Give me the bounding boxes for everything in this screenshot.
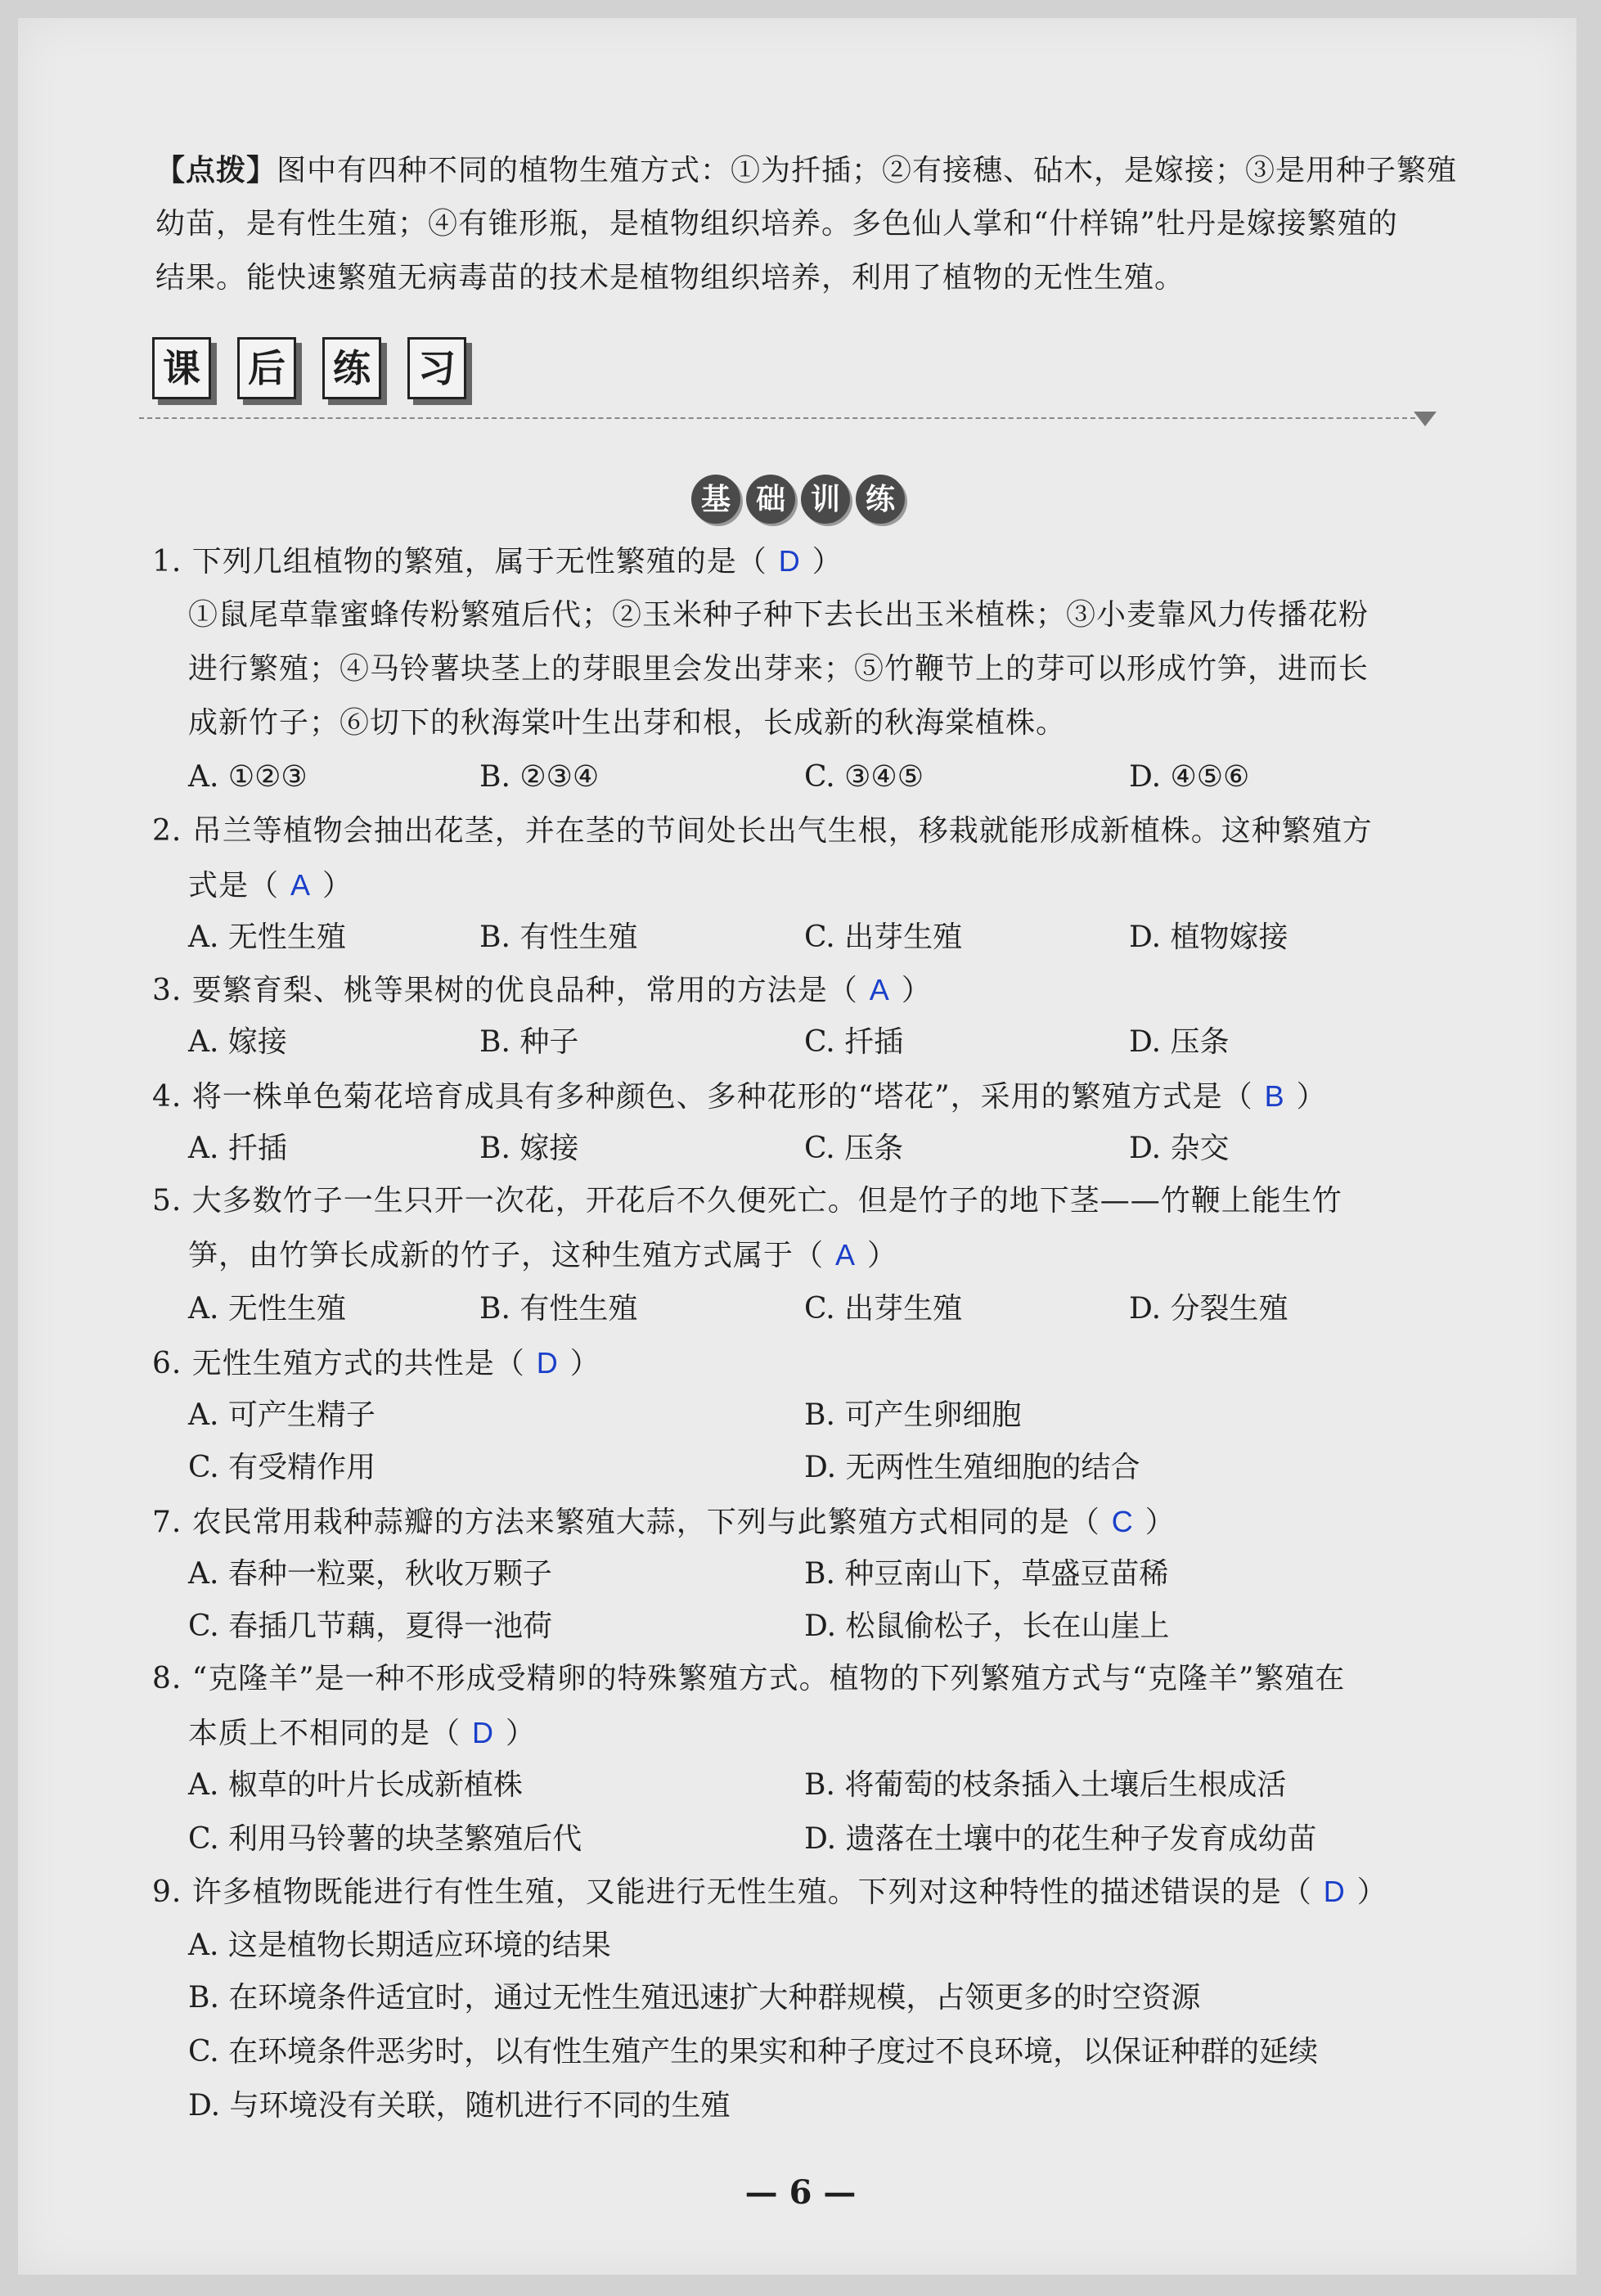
question-1-answer: D [778,544,801,578]
question-1-option-c: C. ③④⑤ [804,760,924,794]
question-9-answer: D [1323,1875,1346,1908]
question-4-answer: B [1264,1079,1285,1113]
question-1-stem: 1. 下列几组植物的繁殖，属于无性繁殖的是（ D ） [152,544,843,579]
question-1-option-d: D. ④⑤⑥ [1129,760,1250,794]
section-title-char-4: 习 [407,337,466,399]
question-5-option-b: B. 有性生殖 [479,1292,638,1326]
question-9-stem: 9. 许多植物既能进行有性生殖，又能进行无性生殖。下列对这种特性的描述错误的是（ D ） [152,1875,1387,1909]
question-6-option-a: A. 可产生精子 [188,1398,376,1432]
question-8-stem-2: 本质上不相同的是（ D ） [188,1716,537,1750]
question-3-option-d: D. 压条 [1129,1025,1230,1059]
question-8-option-b: B. 将葡萄的枝条插入土壤后生根成活 [804,1768,1287,1802]
question-1-text-2: 进行繁殖；④马铃薯块茎上的芽眼里会发出芽来；⑤竹鞭节上的芽可以形成竹笋，进而长 [188,652,1369,686]
question-6-option-b: B. 可产生卵细胞 [804,1398,1022,1432]
question-2-option-a: A. 无性生殖 [188,921,346,954]
question-2-option-b: B. 有性生殖 [479,921,638,954]
question-9-option-c: C. 在环境条件恶劣时，以有性生殖产生的果实和种子度过不良环境，以保证种群的延续 [188,2035,1319,2069]
divider-arrow-icon [1414,412,1437,426]
subsection-title-char-2: 础 [746,475,795,524]
question-3-answer: A [869,973,890,1006]
subsection-title-char-3: 训 [801,475,850,524]
question-4-option-a: A. 扦插 [188,1132,287,1165]
subsection-title-char-1: 基 [691,475,740,524]
question-2-option-c: C. 出芽生殖 [804,921,963,954]
question-9-option-b: B. 在环境条件适宜时，通过无性生殖迅速扩大种群规模，占领更多的时空资源 [188,1981,1201,2015]
tip-line-2: 幼苗，是有性生殖；④有锥形瓶，是植物组织培养。多色仙人掌和“什样锦”牡丹是嫁接繁殖的 [155,207,1398,241]
question-4-stem: 4. 将一株单色菊花培育成具有多种颜色、多种花形的“塔花”，采用的繁殖方式是（ B ） [152,1079,1327,1114]
question-8-option-d: D. 遗落在土壤中的花生种子发育成幼苗 [804,1822,1317,1856]
question-8-answer: D [472,1716,495,1749]
question-8-stem-1: 8. “克隆羊”是一种不形成受精卵的特殊繁殖方式。植物的下列繁殖方式与“克隆羊”繁殖在 [152,1662,1346,1695]
tip-line-1 [155,152,1457,189]
question-3-option-b: B. 种子 [479,1025,579,1059]
question-6-option-c: C. 有受精作用 [188,1451,376,1484]
question-4-option-d: D. 杂交 [1129,1132,1230,1165]
question-7-option-d: D. 松鼠偷松子，长在山崖上 [804,1609,1170,1643]
question-7-answer: C [1111,1505,1134,1538]
question-1-option-b: B. ②③④ [479,760,600,794]
section-title-char-2: 后 [237,337,296,399]
question-8-option-c: C. 利用马铃薯的块茎繁殖后代 [188,1822,582,1856]
question-1-text-3: 成新竹子；⑥切下的秋海棠叶生出芽和根，长成新的秋海棠植株。 [188,706,1067,740]
question-2-option-d: D. 植物嫁接 [1129,921,1288,954]
question-8-option-a: A. 椒草的叶片长成新植株 [188,1768,523,1802]
question-2-stem-1: 2. 吊兰等植物会抽出花茎，并在茎的节间处长出气生根，移栽就能形成新植株。这种繁殖方 [152,814,1373,848]
question-1-text-1: ①鼠尾草靠蜜蜂传粉繁殖后代；②玉米种子种下去长出玉米植株；③小麦靠风力传播花粉 [188,598,1369,632]
question-6-answer: D [536,1346,559,1380]
question-9-option-d: D. 与环境没有关联，随机进行不同的生殖 [188,2089,731,2123]
question-7-stem: 7. 农民常用栽种蒜瓣的方法来繁殖大蒜，下列与此繁殖方式相同的是（ C ） [152,1505,1176,1539]
section-title-char-1: 课 [152,337,211,399]
question-3-option-a: A. 嫁接 [188,1025,287,1059]
question-5-option-c: C. 出芽生殖 [804,1292,963,1326]
question-4-option-c: C. 压条 [804,1132,904,1165]
subsection-title-char-4: 练 [856,475,905,524]
question-3-option-c: C. 扦插 [804,1025,904,1059]
question-7-option-a: A. 春种一粒粟，秋收万颗子 [188,1557,552,1591]
tip-line-3: 结果。能快速繁殖无病毒苗的技术是植物组织培养，利用了植物的无性生殖。 [155,261,1185,295]
section-divider [139,417,1415,419]
section-title-char-3: 练 [322,337,381,399]
question-5-option-d: D. 分裂生殖 [1129,1292,1288,1326]
tip-label: 【点拨】 [155,153,277,187]
tip-text-1: 图中有四种不同的植物生殖方式：①为扦插；②有接穗、砧木，是嫁接；③是用种子繁殖 [277,154,1458,187]
question-9-option-a: A. 这是植物长期适应环境的结果 [188,1929,611,1962]
question-6-option-d: D. 无两性生殖细胞的结合 [804,1451,1140,1484]
question-5-option-a: A. 无性生殖 [188,1292,346,1326]
question-3-stem: 3. 要繁育梨、桃等果树的优良品种，常用的方法是（ A ） [152,973,932,1007]
question-7-option-b: B. 种豆南山下，草盛豆苗稀 [804,1557,1169,1591]
page-number: — 6 — [744,2173,857,2212]
question-7-option-c: C. 春插几节藕，夏得一池荷 [188,1609,553,1643]
question-1-option-a: A. ①②③ [188,760,308,794]
question-4-option-b: B. 嫁接 [479,1132,579,1165]
question-6-stem: 6. 无性生殖方式的共性是（ D ） [152,1346,600,1380]
question-5-answer: A [835,1238,857,1272]
question-5-stem-2: 笋，由竹笋长成新的竹子，这种生殖方式属于（ A ） [188,1238,898,1272]
question-2-stem-2: 式是（ A ） [188,868,353,903]
question-2-answer: A [290,868,312,902]
question-5-stem-1: 5. 大多数竹子一生只开一次花，开花后不久便死亡。但是竹子的地下茎——竹鞭上能生竹 [152,1184,1342,1218]
